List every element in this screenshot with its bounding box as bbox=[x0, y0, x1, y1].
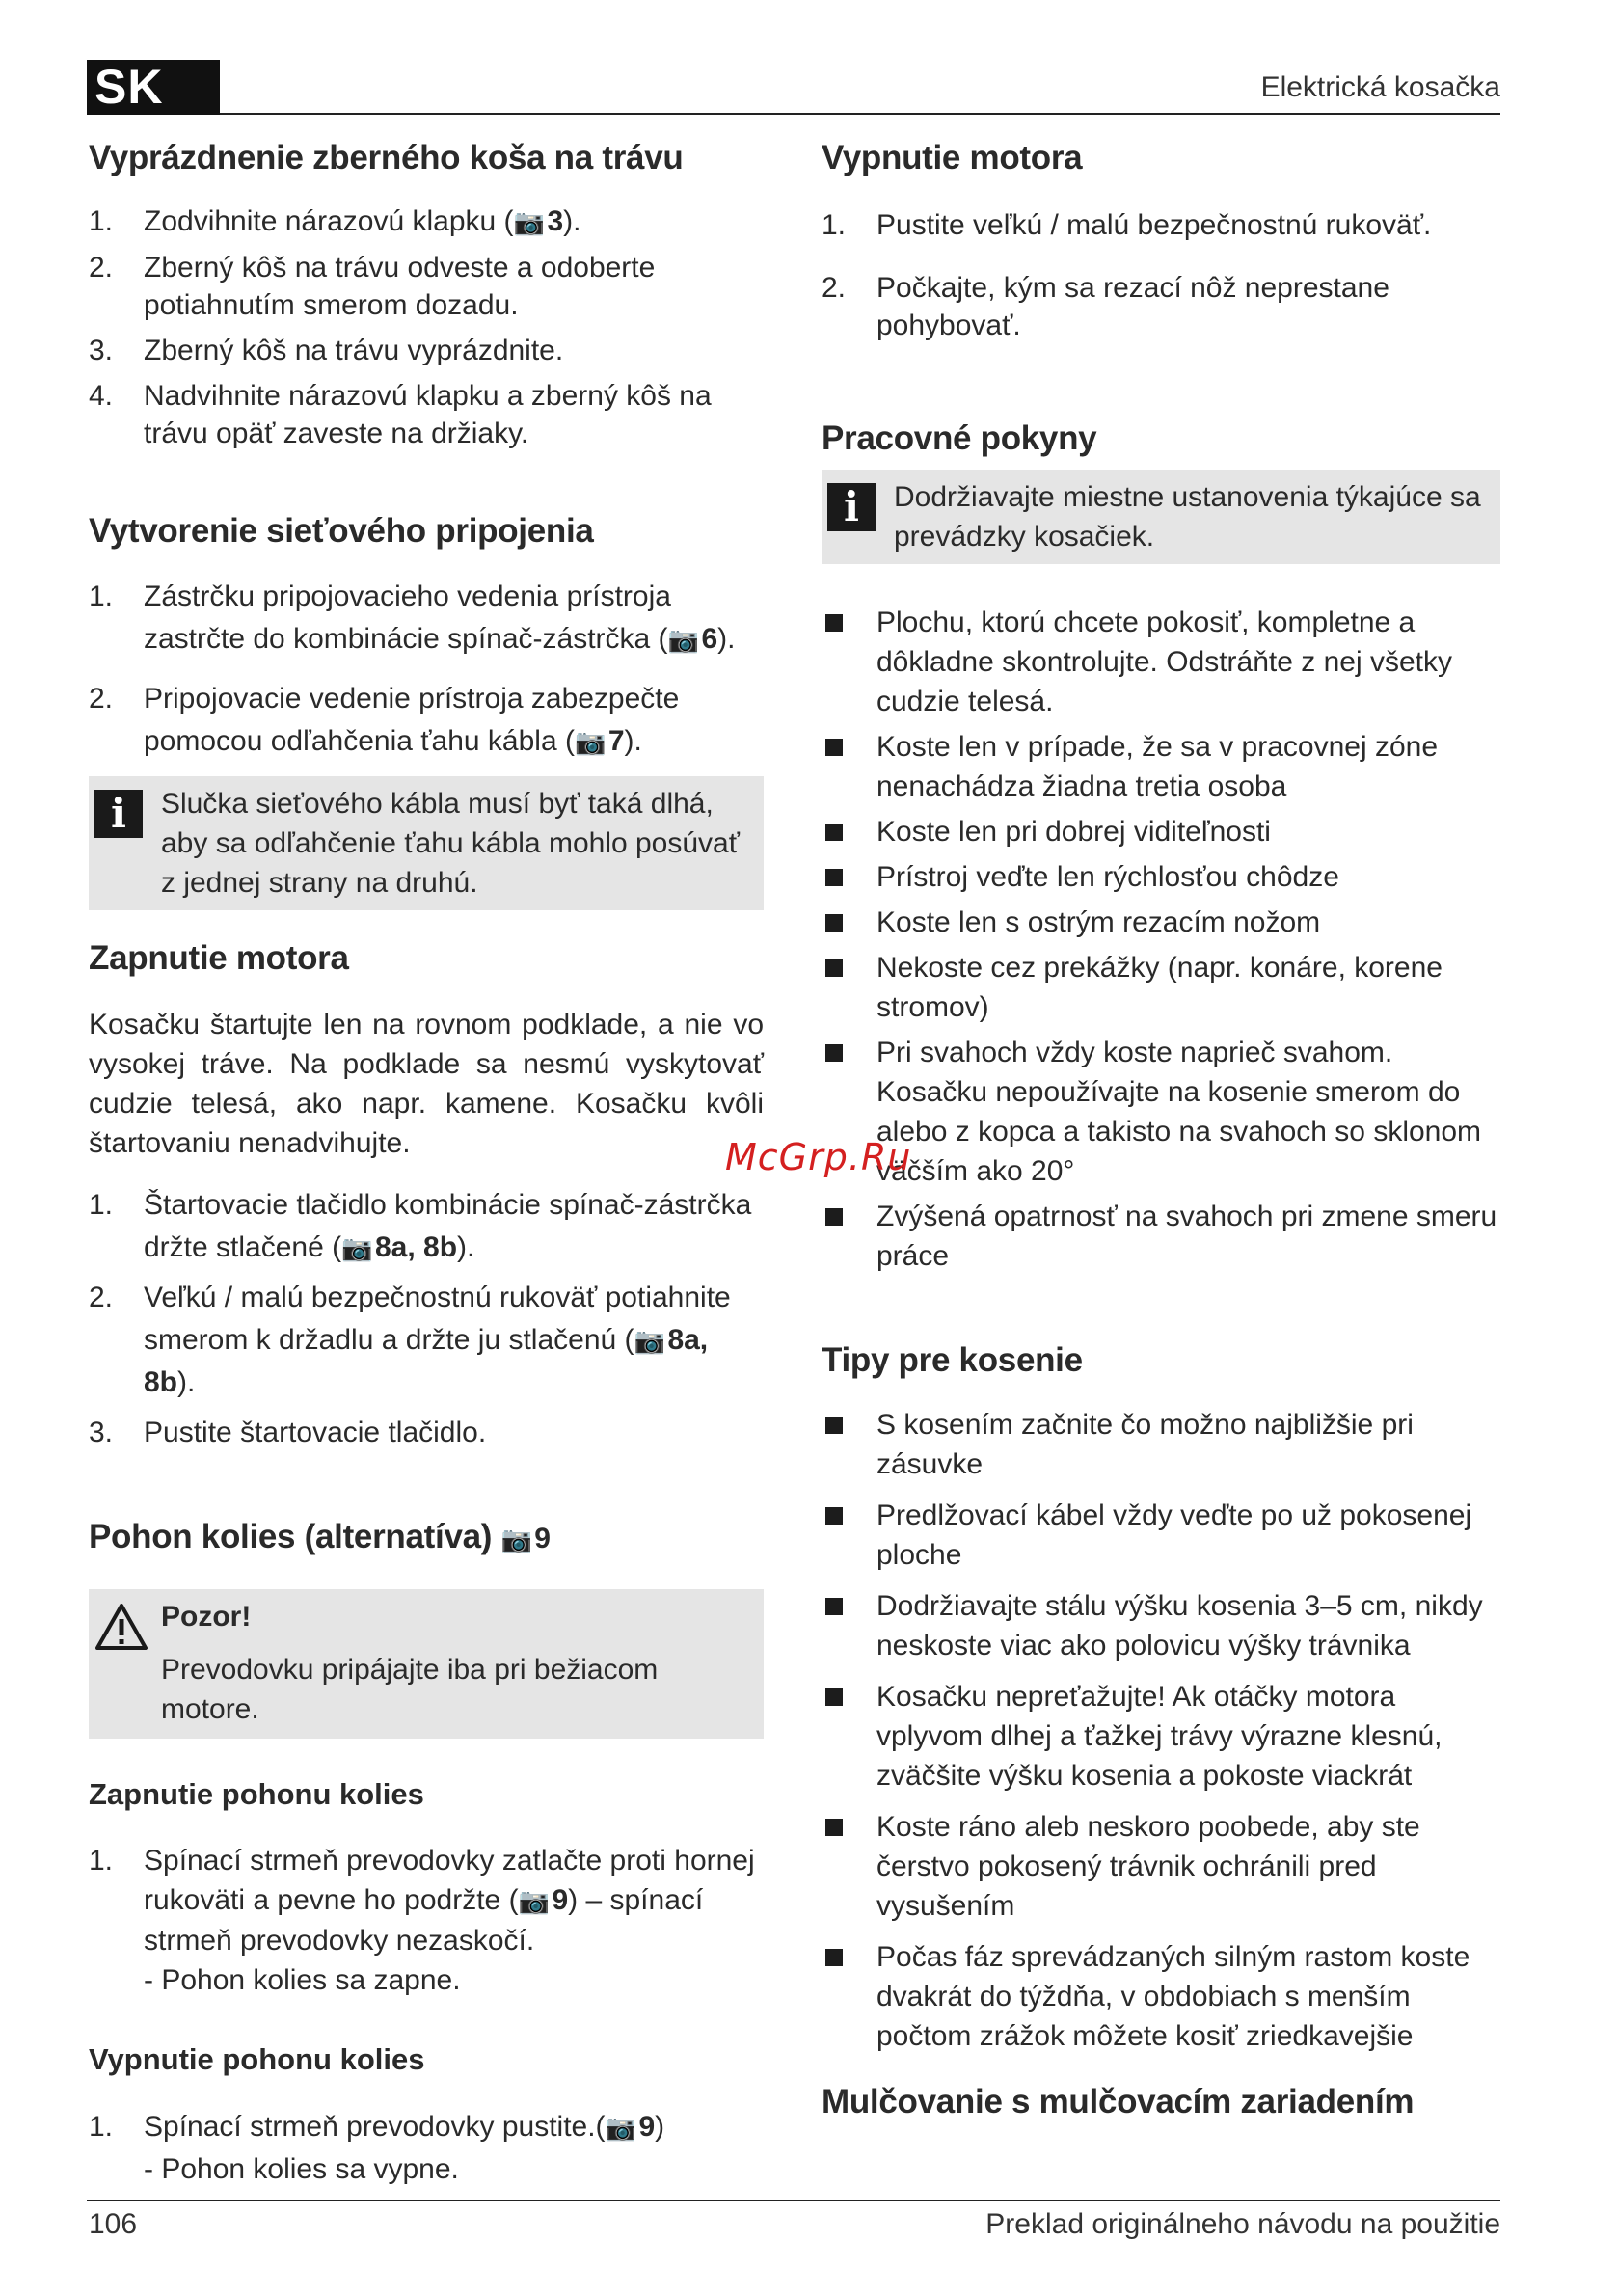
warning-box bbox=[89, 1589, 764, 1739]
list-item: Koste len s ostrým rezacím nožom bbox=[822, 903, 1500, 942]
warning-title: Pozor! bbox=[161, 1601, 252, 1633]
list-item: Plochu, ktorú chcete pokosiť, kompletne a dôkladne skontrolujte. Odstráňte z nej všetky cudzie telesá. bbox=[822, 603, 1500, 721]
bullet bbox=[825, 1044, 843, 1062]
subsection-title-engage-drive: Zapnutie pohonu kolies bbox=[89, 1777, 424, 1811]
warning-icon bbox=[94, 1603, 148, 1651]
list-item: 1. Pustite veľkú / malú bezpečnostnú rukoväť. bbox=[822, 209, 1432, 241]
list-item: Dodržiavajte stálu výšku kosenia 3–5 cm, nikdy neskoste viac ako polovicu výšky trávnika bbox=[822, 1586, 1500, 1665]
camera-icon: 📷 bbox=[667, 625, 699, 654]
section-title-wheel-drive: Pohon kolies (alternatíva) 📷 9 bbox=[89, 1518, 551, 1555]
language-badge: SK bbox=[87, 60, 220, 115]
section-title-empty-grass-bag: Vyprázdnenie zberného koša na trávu bbox=[89, 139, 684, 176]
header-title: Elektrická kosačka bbox=[1260, 71, 1500, 103]
camera-icon: 📷 bbox=[518, 1886, 550, 1915]
bullet bbox=[825, 824, 843, 841]
bullet bbox=[825, 1208, 843, 1226]
list-item: Pri svahoch vždy koste naprieč svahom. Kosačku nepoužívajte na kosenie smerom do alebo z kopca a takisto na svahoch so sklonom väčším ako 20° bbox=[822, 1033, 1500, 1191]
list-item: Počas fáz sprevádzaných silným rastom koste dvakrát do týždňa, v obdobiach s menším počtom zrážok môžete kosiť zriedkavejšie bbox=[822, 1937, 1500, 2056]
list-item: 2. Počkajte, kým sa rezací nôž neprestane pohybovať. bbox=[822, 272, 1389, 341]
list-item: Predlžovací kábel vždy veďte po už pokosenej ploche bbox=[822, 1496, 1500, 1575]
engage-drive-steps bbox=[89, 1841, 764, 2000]
bullet bbox=[825, 1507, 843, 1525]
bullet bbox=[825, 959, 843, 977]
bullet bbox=[825, 1949, 843, 1966]
info-icon: i bbox=[827, 483, 876, 531]
list-item: 1. Zástrčku pripojovacieho vedenia prístroja zastrčte do kombinácie spínač-zástrčka (📷 6). bbox=[89, 581, 736, 655]
bullet bbox=[825, 1598, 843, 1615]
camera-icon: 📷 bbox=[605, 2113, 636, 2142]
list-item: 3. Pustite štartovacie tlačidlo. bbox=[89, 1417, 487, 1448]
list-item: 3. Zberný kôš na trávu vyprázdnite. bbox=[89, 335, 564, 366]
list-item: Zvýšená opatrnosť na svahoch pri zmene smeru práce bbox=[822, 1197, 1500, 1276]
camera-icon: 📷 bbox=[634, 1326, 665, 1355]
subsection-title-disengage-drive: Vypnutie pohonu kolies bbox=[89, 2042, 425, 2076]
section-title-start-motor: Zapnutie motora bbox=[89, 939, 349, 977]
list-item: 2. Veľkú / malú bezpečnostnú rukoväť potiahnite smerom k držadlu a držte ju stlačenú (📷 8a, 8b). bbox=[89, 1282, 731, 1398]
bullet bbox=[825, 614, 843, 632]
bullet bbox=[825, 1417, 843, 1434]
left-column bbox=[89, 133, 764, 2191]
camera-icon: 📷 bbox=[500, 1525, 532, 1553]
list-item: Kosačku nepreťažujte! Ak otáčky motora vplyvom dlhej a ťažkej trávy výrazne klesnú, zväčšite výšku kosenia a pokoste viackrát bbox=[822, 1677, 1500, 1796]
right-column bbox=[822, 133, 1500, 2121]
watermark: McGrp.Ru bbox=[725, 1136, 912, 1178]
section-title-stop-motor: Vypnutie motora bbox=[822, 139, 1083, 176]
work-instructions-list bbox=[822, 603, 1500, 1276]
list-item: Koste ráno aleb neskoro poobede, aby ste čerstvo pokosený trávnik ochránili pred vysušením bbox=[822, 1807, 1500, 1926]
info-note-local-regulations: i Dodržiavajte miestne ustanovenia týkajúce sa prevádzky kosačiek. bbox=[822, 470, 1500, 564]
camera-icon: 📷 bbox=[574, 727, 607, 756]
list-item: 4. Nadvihnite nárazovú klapku a zberný kôš na trávu opäť zaveste na držiaky. bbox=[89, 380, 712, 449]
list-item: 2. Pripojovacie vedenie prístroja zabezpečte pomocou odľahčenia ťahu kábla (📷 7). bbox=[89, 683, 680, 757]
disengage-drive-steps bbox=[89, 2106, 764, 2191]
list-item: 1. Spínací strmeň prevodovky pustite.(📷 9) - Pohon kolies sa vypne. bbox=[89, 2111, 665, 2185]
header-rule bbox=[220, 113, 1500, 115]
info-note-cable-loop: i Slučka sieťového kábla musí byť taká dlhá, aby sa odľahčenie ťahu kábla mohlo posúvať z jednej strany na druhú. bbox=[89, 776, 764, 910]
camera-icon: 📷 bbox=[341, 1233, 373, 1262]
bullet bbox=[825, 869, 843, 886]
start-motor-steps bbox=[89, 1184, 764, 1454]
mowing-tips-list bbox=[822, 1405, 1500, 2056]
camera-icon: 📷 bbox=[513, 207, 545, 236]
footer-rule bbox=[87, 2200, 1500, 2201]
empty-bag-steps bbox=[89, 203, 764, 452]
start-motor-intro: Kosačku štartujte len na rovnom podklade, a nie vo vysokej tráve. Na podklade sa nesmú vyskytovať cudzie telesá, ako napr. kamene. Kosačku kvôli štartovaniu nenadvihujte. bbox=[89, 1009, 764, 1159]
page-number: 106 bbox=[89, 2208, 138, 2240]
list-item: S kosením začnite čo možno najbližšie pri zásuvke bbox=[822, 1405, 1500, 1484]
bullet bbox=[825, 739, 843, 756]
footer-title: Preklad originálneho návodu na použitie bbox=[985, 2208, 1500, 2240]
bullet bbox=[825, 1688, 843, 1706]
bullet bbox=[825, 1819, 843, 1836]
list-item: 1. Štartovacie tlačidlo kombinácie spínač-zástrčka držte stlačené (📷 8a, 8b). bbox=[89, 1189, 752, 1263]
list-item: Koste len v prípade, že sa v pracovnej zóne nenachádza žiadna tretia osoba bbox=[822, 727, 1500, 806]
mains-connection-steps bbox=[89, 576, 764, 763]
list-item: 1. Spínací strmeň prevodovky zatlačte proti hornej rukoväti a pevne ho podržte (📷 9) – spínací strmeň prevodovky nezaskočí. - Pohon kolies sa zapne. bbox=[89, 1845, 755, 1996]
list-item: Nekoste cez prekážky (napr. konáre, korene stromov) bbox=[822, 948, 1500, 1027]
section-title-mulching: Mulčovanie s mulčovacím zariadením bbox=[822, 2083, 1415, 2120]
warning-text: Prevodovku pripájajte iba pri bežiacom motore. bbox=[161, 1654, 659, 1725]
bullet bbox=[825, 914, 843, 932]
list-item: 2. Zberný kôš na trávu odveste a odoberte potiahnutím smerom dozadu. bbox=[89, 252, 656, 321]
list-item: 1. Zodvihnite nárazovú klapku (📷 3). bbox=[89, 205, 581, 237]
info-icon: i bbox=[94, 790, 143, 838]
list-item: Koste len pri dobrej viditeľnosti bbox=[822, 812, 1500, 851]
section-title-mowing-tips: Tipy pre kosenie bbox=[822, 1341, 1083, 1379]
section-title-mains-connection: Vytvorenie sieťového pripojenia bbox=[89, 512, 594, 550]
section-title-work-instructions: Pracovné pokyny bbox=[822, 419, 1097, 457]
stop-motor-steps bbox=[822, 206, 1500, 344]
list-item: Prístroj veďte len rýchlosťou chôdze bbox=[822, 857, 1500, 897]
